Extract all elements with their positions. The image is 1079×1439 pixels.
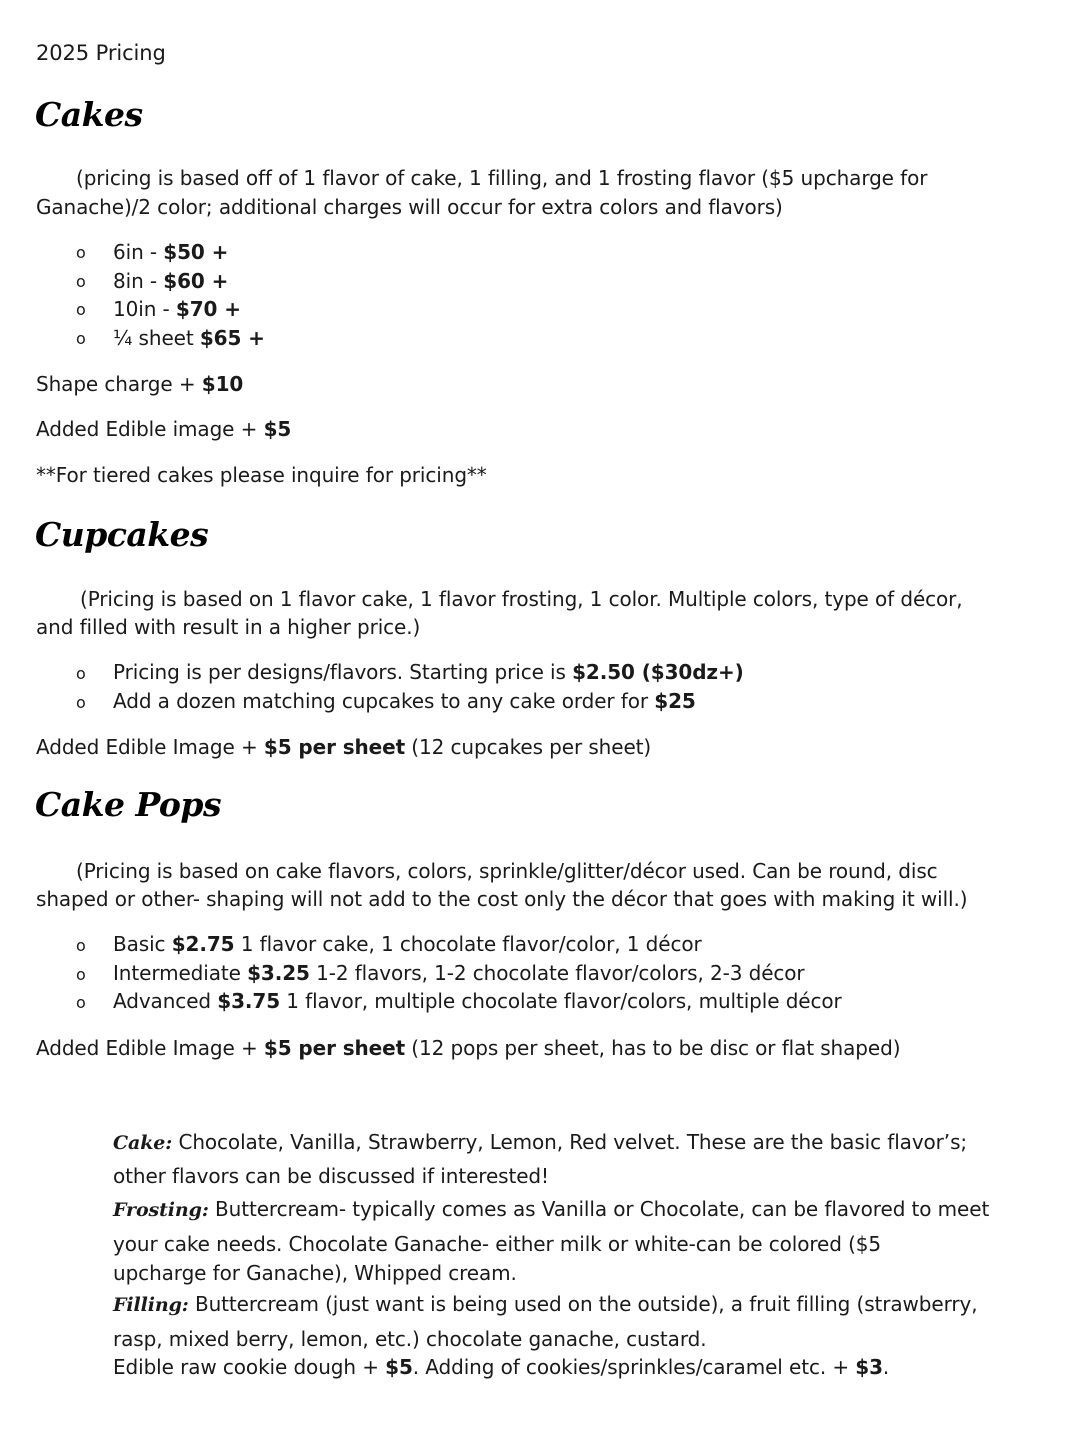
bullet-icon: o bbox=[76, 272, 86, 291]
filling-line-1 bbox=[113, 1292, 978, 1317]
cake-pops-note-line-1: (Pricing is based on cake flavors, colors, sprinkle/glitter/décor used. Can be round, disc bbox=[76, 859, 938, 883]
shape-charge-price: $10 bbox=[201, 372, 244, 396]
cake-edible-image bbox=[36, 417, 291, 441]
cake-flavors-line-1 bbox=[113, 1130, 967, 1155]
cake-pops-note-line-2: shaped or other- shaping will not add to the cost only the décor that goes with making it will.) bbox=[36, 887, 968, 911]
cake-pop-tier-desc: 1-2 flavors, 1-2 chocolate flavor/colors, 2-3 décor bbox=[309, 961, 805, 985]
extras-text-b: . Adding of cookies/sprinkles/caramel etc. + bbox=[412, 1355, 856, 1379]
cakes-heading: Cakes bbox=[35, 95, 143, 134]
cupcake-item-text: Pricing is per designs/flavors. Starting price is bbox=[113, 660, 573, 684]
cupcake-item-text: Add a dozen matching cupcakes to any cake order for bbox=[113, 689, 655, 713]
cake-pop-tier bbox=[113, 989, 842, 1013]
extras-price-1: $5 bbox=[385, 1355, 413, 1379]
cake-size-item bbox=[113, 326, 265, 350]
cupcake-item-price: $2.50 ($30dz+) bbox=[572, 660, 744, 684]
bullet-icon: o bbox=[76, 664, 86, 683]
cake-edible-label: Added Edible image + bbox=[36, 417, 264, 441]
cake-size-item bbox=[113, 240, 228, 264]
bullet-icon: o bbox=[76, 965, 86, 984]
cake-pop-tier-name: Intermediate bbox=[113, 961, 248, 985]
tiered-cake-note: **For tiered cakes please inquire for pricing** bbox=[36, 463, 487, 487]
cupcake-edible-image bbox=[36, 735, 651, 759]
frosting-label: Frosting: bbox=[113, 1199, 209, 1221]
shape-charge bbox=[36, 372, 243, 396]
extras-price-2: $3 bbox=[855, 1355, 883, 1379]
cake-edible-price: $5 bbox=[263, 417, 292, 441]
cake-pop-edible-label: Added Edible Image + bbox=[36, 1036, 264, 1060]
cupcake-item bbox=[113, 689, 696, 713]
extras-text-a: Edible raw cookie dough + bbox=[113, 1355, 386, 1379]
cake-pop-tier bbox=[113, 961, 805, 985]
cupcake-edible-price: $5 per sheet bbox=[263, 735, 406, 759]
bullet-icon: o bbox=[76, 936, 86, 955]
cake-pops-heading: Cake Pops bbox=[35, 785, 222, 824]
cake-size-label: ¼ sheet bbox=[113, 326, 200, 350]
bullet-icon: o bbox=[76, 243, 86, 262]
filling-label: Filling: bbox=[113, 1294, 189, 1316]
cake-pop-tier bbox=[113, 932, 702, 956]
bullet-icon: o bbox=[76, 693, 86, 712]
cake-size-price: $65 + bbox=[199, 326, 265, 350]
cake-pop-edible-image bbox=[36, 1036, 900, 1060]
cake-size-item bbox=[113, 297, 241, 321]
cake-pop-tier-desc: 1 flavor cake, 1 chocolate flavor/color, 1 décor bbox=[234, 932, 702, 956]
shape-charge-label: Shape charge + bbox=[36, 372, 202, 396]
cake-size-price: $60 + bbox=[163, 269, 229, 293]
cakes-note-line-2: Ganache)/2 color; additional charges will occur for extra colors and flavors) bbox=[36, 195, 783, 219]
cupcakes-heading: Cupcakes bbox=[35, 515, 209, 554]
cake-flavors-text: Chocolate, Vanilla, Strawberry, Lemon, Red velvet. These are the basic flavor’s; bbox=[172, 1130, 968, 1154]
frosting-line-3: upcharge for Ganache), Whipped cream. bbox=[113, 1261, 517, 1285]
extras-text-end: . bbox=[882, 1355, 890, 1379]
filling-text: Buttercream (just want is being used on the outside), a fruit filling (strawberry, bbox=[188, 1292, 978, 1316]
cupcake-item-price: $25 bbox=[654, 689, 696, 713]
cake-size-price: $70 + bbox=[175, 297, 241, 321]
cake-size-label: 8in - bbox=[113, 269, 164, 293]
cupcake-item bbox=[113, 660, 744, 684]
cupcakes-note-line-2: and filled with result in a higher price.) bbox=[36, 615, 421, 639]
cake-size-label: 6in - bbox=[113, 240, 164, 264]
cakes-note-line-1: (pricing is based off of 1 flavor of cake, 1 filling, and 1 frosting flavor ($5 upcharge for bbox=[76, 166, 928, 190]
extras-line bbox=[113, 1355, 889, 1379]
cake-pop-tier-desc: 1 flavor, multiple chocolate flavor/colors, multiple décor bbox=[280, 989, 842, 1013]
filling-line-2: rasp, mixed berry, lemon, etc.) chocolate ganache, custard. bbox=[113, 1327, 707, 1351]
cake-pop-tier-price: $3.25 bbox=[247, 961, 310, 985]
frosting-line-2: your cake needs. Chocolate Ganache- either milk or white-can be colored ($5 bbox=[113, 1232, 882, 1256]
cupcakes-note-line-1: (Pricing is based on 1 flavor cake, 1 flavor frosting, 1 color. Multiple colors, type of décor, bbox=[80, 587, 963, 611]
bullet-icon: o bbox=[76, 329, 86, 348]
bullet-icon: o bbox=[76, 300, 86, 319]
cupcake-edible-note: (12 cupcakes per sheet) bbox=[405, 735, 652, 759]
cake-size-price: $50 + bbox=[163, 240, 229, 264]
cupcake-edible-label: Added Edible Image + bbox=[36, 735, 264, 759]
frosting-line-1 bbox=[113, 1197, 989, 1222]
cake-pop-tier-name: Advanced bbox=[113, 989, 218, 1013]
cake-flavors-label: Cake: bbox=[113, 1132, 173, 1154]
bullet-icon: o bbox=[76, 993, 86, 1012]
cake-size-label: 10in - bbox=[113, 297, 176, 321]
cake-flavors-line-2: other flavors can be discussed if interested! bbox=[113, 1164, 549, 1188]
cake-pop-tier-name: Basic bbox=[113, 932, 172, 956]
cake-size-item bbox=[113, 269, 228, 293]
cake-pop-edible-note: (12 pops per sheet, has to be disc or flat shaped) bbox=[405, 1036, 901, 1060]
cake-pop-tier-price: $2.75 bbox=[171, 932, 235, 956]
cake-pop-edible-price: $5 per sheet bbox=[263, 1036, 406, 1060]
cake-pop-tier-price: $3.75 bbox=[217, 989, 281, 1013]
page-title: 2025 Pricing bbox=[36, 41, 166, 65]
frosting-text: Buttercream- typically comes as Vanilla or Chocolate, can be flavored to meet bbox=[208, 1197, 990, 1221]
